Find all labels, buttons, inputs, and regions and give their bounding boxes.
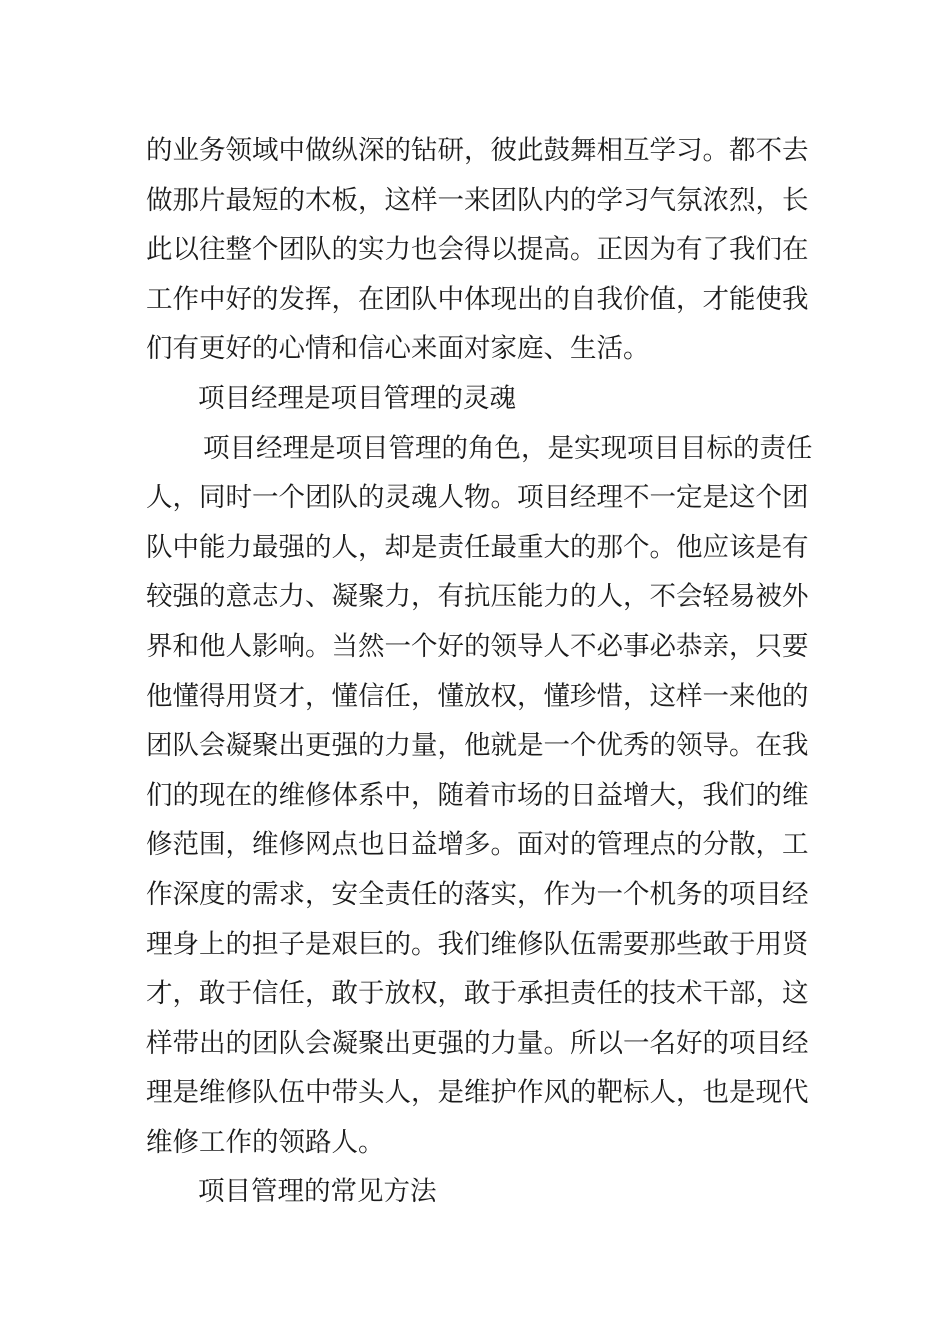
paragraph-line: 队中能力最强的人，却是责任最重大的那个。他应该是有 xyxy=(146,531,809,563)
paragraph-line: 他懂得用贤才，懂信任，懂放权，懂珍惜，这样一来他的 xyxy=(146,680,809,712)
paragraph-line: 做那片最短的木板，这样一来团队内的学习气氛浓烈，长 xyxy=(146,184,809,216)
paragraph-line: 较强的意志力、凝聚力，有抗压能力的人，不会轻易被外 xyxy=(146,581,809,613)
paragraph-line: 修范围，维修网点也日益增多。面对的管理点的分散，工 xyxy=(146,829,809,861)
section-heading-common-methods: 项目管理的常见方法 xyxy=(198,1176,437,1208)
paragraph-continuation xyxy=(146,126,809,374)
paragraph-line: 们的现在的维修体系中，随着市场的日益增大，我们的维 xyxy=(146,779,809,811)
document-body xyxy=(146,126,813,1217)
paragraph-line: 工作中好的发挥，在团队中体现出的自我价值，才能使我 xyxy=(146,283,809,315)
paragraph-line: 人，同时一个团队的灵魂人物。项目经理不一定是这个团 xyxy=(146,482,809,514)
paragraph-line: 样带出的团队会凝聚出更强的力量。所以一名好的项目经 xyxy=(146,1027,809,1059)
paragraph-line: 的业务领域中做纵深的钻研，彼此鼓舞相互学习。都不去 xyxy=(146,135,809,166)
paragraph-line: 才，敢于信任，敢于放权，敢于承担责任的技术干部，这 xyxy=(146,978,809,1010)
paragraph-line: 此以往整个团队的实力也会得以提高。正因为有了我们在 xyxy=(146,234,809,266)
paragraph-line: 作深度的需求，安全责任的落实，作为一个机务的项目经 xyxy=(146,878,809,910)
paragraph-line: 项目经理是项目管理的角色，是实现项目目标的责任 xyxy=(203,432,813,464)
paragraph-line: 理身上的担子是艰巨的。我们维修队伍需要那些敢于用贤 xyxy=(146,928,809,960)
paragraph-line: 界和他人影响。当然一个好的领导人不必事必恭亲，只要 xyxy=(146,630,809,662)
paragraph-line: 理是维修队伍中带头人，是维护作风的靶标人，也是现代 xyxy=(146,1077,809,1109)
paragraph-line: 维修工作的领路人。 xyxy=(146,1126,385,1158)
paragraph-project-manager xyxy=(146,424,813,1168)
section-heading-project-manager: 项目经理是项目管理的灵魂 xyxy=(198,382,516,414)
paragraph-line: 们有更好的心情和信心来面对家庭、生活。 xyxy=(146,333,650,365)
paragraph-line: 团队会凝聚出更强的力量，他就是一个优秀的领导。在我 xyxy=(146,730,809,762)
